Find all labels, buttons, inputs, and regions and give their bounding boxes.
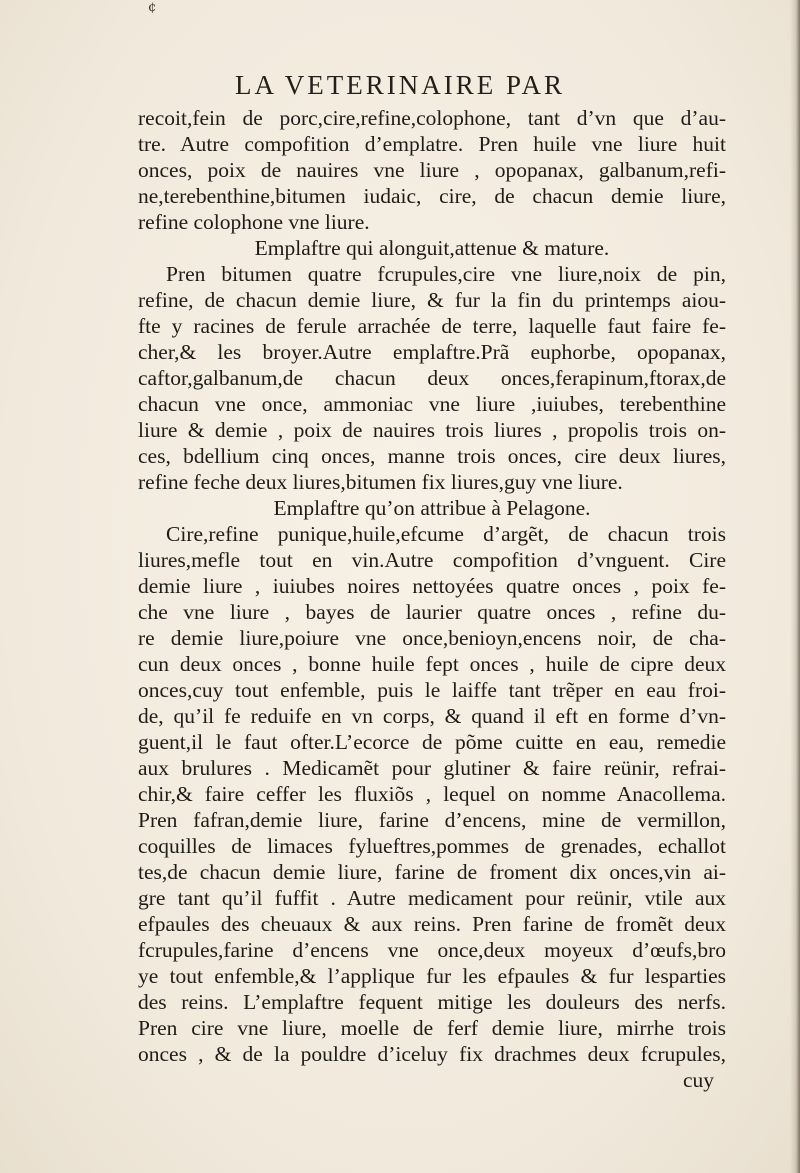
text-line: demie liure , iuiubes noires nettoyées quatre onces , poix fe-: [138, 574, 726, 598]
text-line: onces,cuy tout enfemble, puis le laiffe tant trẽper en eau froi-: [138, 678, 726, 702]
top-margin-mark: ¢: [148, 0, 157, 15]
text-line: liures,mefle tout en vin.Autre compofition d’vnguent. Cire: [138, 548, 726, 572]
text-line: des reins. L’emplaftre fequent mitige les douleurs des nerfs.: [138, 990, 726, 1014]
text-line: tes,de chacun demie liure, farine de froment dix onces,vin ai-: [138, 860, 726, 884]
text-line: chacun vne once, ammoniac vne liure ,iuiubes, terebenthine: [138, 392, 726, 416]
text-line: ye tout enfemble,& l’applique fur les efpaules & fur lesparties: [138, 964, 726, 988]
text-line: tre. Autre compofition d’emplatre. Pren huile vne liure huit: [138, 132, 726, 156]
running-head: LA VETERINAIRE PAR: [234, 70, 566, 100]
text-line: chir,& faire ceffer les fluxiõs , lequel on nomme Anacollema.: [138, 782, 726, 806]
text-line: coquilles de limaces fylueftres,pommes de grenades, echallot: [138, 834, 726, 858]
text-line: cun deux onces , bonne huile fept onces , huile de cipre deux: [138, 652, 726, 676]
text-line: Pren cire vne liure, moelle de ferf demie liure, mirrhe trois: [138, 1016, 726, 1040]
text-line: Pren fafran,demie liure, farine d’encens, mine de vermillon,: [138, 808, 726, 832]
text-line: fte y racines de ferule arrachée de terre, laquelle faut faire fe-: [138, 314, 726, 338]
text-line: gre tant qu’il fuffit . Autre medicament pour reünir, vtile aux: [138, 886, 726, 910]
text-line: guent,il le faut ofter.L’ecorce de põme cuitte en eau, remedie: [138, 730, 726, 754]
text-line: Pren bitumen quatre fcrupules,cire vne liure,noix de pin,: [166, 262, 726, 286]
text-line: aux brulures . Medicamẽt pour glutiner & faire reünir, refrai-: [138, 756, 726, 780]
text-line: ces, bdellium cinq onces, manne trois onces, cire deux liures,: [138, 444, 726, 468]
text-line: re demie liure,poiure vne once,benioyn,encens noir, de cha-: [138, 626, 726, 650]
text-line: ne,terebenthine,bitumen iudaic, cire, de chacun demie liure,: [138, 184, 726, 208]
text-line: caftor,galbanum,de chacun deux onces,ferapinum,ftorax,de: [138, 366, 726, 390]
text-line: recoit,fein de porc,cire,refine,colophone, tant d’vn que d’au-: [138, 106, 726, 130]
catchword: cuy: [682, 1068, 714, 1092]
text-line: cher,& les broyer.Autre emplaftre.Prã euphorbe, opopanax,: [138, 340, 726, 364]
text-line: onces , & de la pouldre d’iceluy fix drachmes deux fcrupules,: [138, 1042, 726, 1066]
text-line: refine feche deux liures,bitumen fix liures,guy vne liure.: [138, 470, 623, 494]
page-edge-shadow: [790, 0, 800, 1173]
text-line: refine, de chacun demie liure, & fur la fin du printemps aiou-: [138, 288, 726, 312]
text-line: Cire,refine punique,huile,efcume d’argẽt, de chacun trois: [166, 522, 726, 546]
text-line: efpaules des cheuaux & aux reins. Pren farine de fromẽt deux: [138, 912, 726, 936]
text-line: Emplaftre qui alonguit,attenue & mature.: [254, 236, 610, 260]
text-line: Emplaftre qu’on attribue à Pelagone.: [273, 496, 591, 520]
text-line: onces, poix de nauires vne liure , opopanax, galbanum,refi-: [138, 158, 726, 182]
text-line: fcrupules,farine d’encens vne once,deux moyeux d’œufs,bro: [138, 938, 726, 962]
text-line: che vne liure , bayes de laurier quatre onces , refine du-: [138, 600, 726, 624]
text-line: refine colophone vne liure.: [138, 210, 370, 234]
text-line: liure & demie , poix de nauires trois liures , propolis trois on-: [138, 418, 726, 442]
text-line: de, qu’il fe reduife en vn corps, & quand il eft en forme d’vn-: [138, 704, 726, 728]
body-text: [138, 105, 726, 1067]
